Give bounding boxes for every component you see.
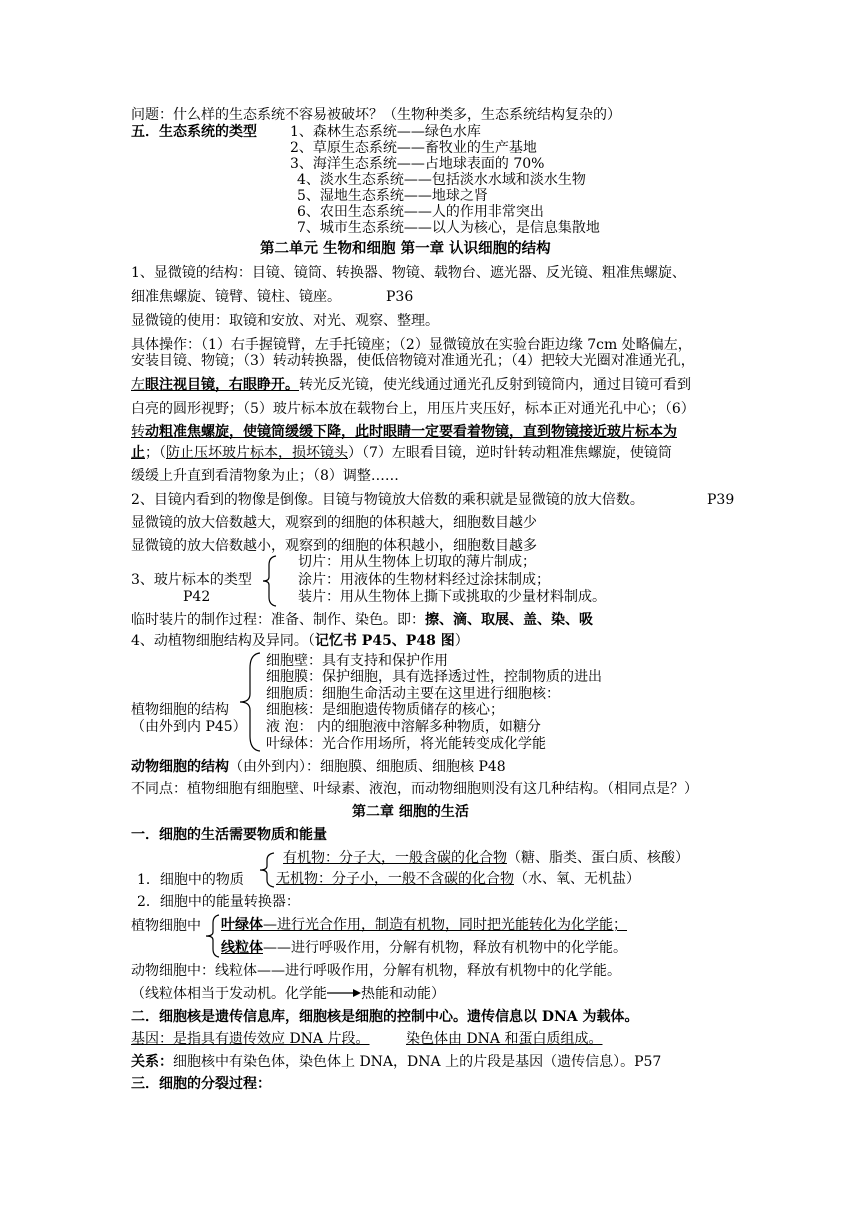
plain-text: （由外到内）：细胞膜、细胞质、细胞核 P48 — [229, 759, 506, 775]
plant-cell-item: 细胞壁：具有支持和保护作用 — [266, 653, 448, 669]
underlined-text: 左 — [131, 377, 145, 393]
bold-underlined-text: 眼注视目镜，右眼睁开。 — [145, 377, 299, 393]
bold-underlined-text: 止 — [131, 445, 145, 461]
underlined-text: 有机物：分子大，一般含碳的化合物 — [283, 850, 507, 866]
question-line: 问题：什么样的生态系统不容易被破坏？（生物种类多，生态系统结构复杂的） — [131, 107, 621, 123]
page-reference: P36 — [386, 289, 414, 305]
plain-text: 临时装片的制作过程：准备、制作、染色。即： — [131, 612, 425, 628]
ecosystem-item: 5、湿地生态系统——地球之肾 — [297, 188, 488, 204]
plain-text: （水、氧、无机盐） — [514, 871, 640, 887]
plant-cell-label: 植物细胞的结构 — [131, 702, 229, 718]
bold-text: 动物细胞的结构 — [131, 759, 229, 775]
microscope-structure-line: 1、显微镜的结构：目镜、镜筒、转换器、物镜、载物台、遮光器、反光镜、粗准焦螺旋、 — [131, 265, 686, 281]
bold-text: 记忆书 P45、P48 图 — [314, 633, 455, 649]
slide-type-item: 切片：用从生物体上切取的薄片制成； — [298, 554, 536, 570]
plant-cell-label: （由外到内 P45） — [131, 719, 247, 735]
engine-line — [131, 987, 445, 1001]
operation-line: 安装目镜、物镜；（3）转动转换器，使低倍物镜对准通光孔；（4）把较大光圈对准通光孔， — [131, 353, 695, 369]
temp-slide-line — [131, 613, 593, 627]
ecosystem-item: 4、淡水生态系统——包括淡水水域和淡水生物 — [297, 172, 586, 188]
inorganic-line — [276, 872, 640, 886]
plain-text: 转光反光镜，使光线通过通光孔反射到镜筒内，通过目镜可看到 — [299, 377, 691, 393]
animal-converter-line: 动物细胞中：线粒体——进行呼吸作用，分解有机物，释放有机物中的化学能。 — [131, 963, 621, 979]
page-reference: P42 — [183, 589, 211, 605]
ecosystem-item: 7、城市生态系统——以人为核心，是信息集散地 — [297, 220, 600, 236]
ecosystem-item: 2、草原生态系统——畜牧业的生产基地 — [290, 140, 537, 156]
energy-line: 2．细胞中的能量转换器： — [137, 894, 300, 910]
slide-types-label: 3、玻片标本的类型 — [131, 572, 252, 588]
underlined-text: 防止压坏玻片标本，损坏镜头 — [166, 445, 348, 461]
bold-text: 擦、滴、取展、盖、染、吸 — [425, 612, 593, 628]
plant-cell-item: 细胞核：是细胞遗传物质储存的核心； — [266, 702, 504, 718]
plant-cell-brace — [238, 652, 262, 752]
underlined-text: 转 — [131, 424, 145, 440]
plain-text: ）（7）左眼看目镜，逆时针转动粗准焦螺旋，使镜筒 — [348, 445, 672, 461]
chromosome-line — [406, 1032, 603, 1046]
bold-underlined-text: 叶绿体 — [221, 917, 263, 933]
microscope-use-line: 显微镜的使用：取镜和安放、对光、观察、整理。 — [131, 313, 439, 329]
difference-line: 不同点：植物细胞有细胞壁、叶绿素、液泡，而动物细胞则没有这几种结构。（相同点是？） — [131, 781, 698, 797]
cell-structure-title — [131, 634, 469, 648]
section-1-heading: 一．细胞的生活需要物质和能量 — [131, 827, 327, 843]
substance-label: 1．细胞中的物质 — [137, 872, 244, 888]
plant-cell-item: 细胞质：细胞生命活动主要在这里进行细胞核： — [266, 686, 560, 702]
image-line: 2、目镜内看到的物像是倒像。目镜与物镜放大倍数的乘积就是显微镜的放大倍数。 — [131, 492, 644, 508]
plain-text: ） — [454, 633, 469, 649]
plain-text: （线粒体相当于发动机。化学能 — [131, 986, 327, 1002]
plain-text: ——进行呼吸作用，分解有机物，释放有机物中的化学能。 — [263, 940, 627, 956]
magnification-line: 显微镜的放大倍数越小，观察到的细胞的体积越小，细胞数目越多 — [131, 538, 537, 554]
operation-line: 缓缓上升直到看清物象为止；（8）调整…… — [131, 468, 399, 484]
plain-text: 细胞核中有染色体，染色体上 DNA，DNA 上的片段是基因（遗传信息）。P57 — [173, 1054, 662, 1070]
organic-line — [283, 851, 689, 865]
operation-line: 白亮的圆形视野；（5）玻片标本放在载物台上，用压片夹压好，标本正对通光孔中心；（6） — [131, 401, 695, 417]
substance-brace — [258, 852, 276, 888]
bold-underlined-text: 动粗准焦螺旋，使镜筒缓缓下降，此时眼睛一定要看着物镜，直到物镜接近玻片标本为 — [145, 424, 677, 440]
unit-2-heading: 第二单元 生物和细胞 第一章 认识细胞的结构 — [260, 240, 551, 257]
plain-text: ；（ — [145, 445, 166, 461]
underlined-text: —进行光合作用，制造有机物，同时把光能转化为化学能； — [263, 917, 627, 933]
slide-type-item: 装片：用从生物体上撕下或挑取的少量材料制成。 — [298, 589, 606, 605]
section-5-title: 五．生态系统的类型 — [131, 124, 257, 140]
operation-line — [131, 378, 691, 392]
relation-line — [131, 1055, 661, 1069]
plant-converter-label: 植物细胞中 — [131, 918, 201, 934]
ecosystem-item: 3、海洋生态系统——占地球表面的 70% — [290, 156, 545, 172]
ecosystem-item: 6、农田生态系统——人的作用非常突出 — [297, 204, 544, 220]
converter-brace — [205, 914, 221, 958]
mitochondria-line — [221, 941, 627, 955]
page-reference: P39 — [707, 492, 735, 508]
operation-line — [131, 425, 677, 439]
gene-line — [131, 1032, 370, 1046]
plain-text: 4、动植物细胞结构及异同。（ — [131, 633, 315, 649]
bold-underlined-text: 线粒体 — [221, 940, 263, 956]
underlined-text: 无机物：分子小，一般不含碳的化合物 — [276, 871, 514, 887]
slide-type-item: 涂片：用液体的生物材料经过涂抹制成； — [298, 572, 550, 588]
magnification-line: 显微镜的放大倍数越大，观察到的细胞的体积越大，细胞数目越少 — [131, 515, 537, 531]
chloroplast-line — [221, 918, 627, 932]
slide-brace — [262, 555, 278, 607]
right-arrow-icon — [327, 987, 361, 997]
chapter-2-heading: 第二章 细胞的生活 — [352, 804, 469, 820]
plain-text: 热能和动能） — [361, 986, 445, 1002]
ecosystem-item: 1、森林生态系统——绿色水库 — [290, 124, 481, 140]
plain-text: （糖、脂类、蛋白质、核酸） — [507, 850, 689, 866]
section-3-heading: 三．细胞的分裂过程： — [131, 1076, 271, 1092]
animal-cell-line — [131, 760, 506, 774]
underlined-text: 基因：是指具有遗传效应 DNA 片段。 — [131, 1031, 370, 1047]
microscope-structure-line: 细准焦螺旋、镜臂、镜柱、镜座。 — [131, 289, 341, 305]
plant-cell-item: 液 泡： 内的细胞液中溶解多种物质，如糖分 — [266, 719, 541, 735]
plant-cell-item: 叶绿体：光合作用场所，将光能转变成化学能 — [266, 736, 546, 752]
underlined-text: 染色体由 DNA 和蛋白质组成。 — [406, 1031, 603, 1047]
plant-cell-item: 细胞膜：保护细胞，具有选择透过性，控制物质的进出 — [266, 669, 602, 685]
operation-line — [131, 446, 672, 460]
bold-text: 关系： — [131, 1054, 173, 1070]
operation-line: 具体操作：（1）右手握镜臂，左手托镜座；（2）显微镜放在实验台距边缘 7cm 处略偏左， — [131, 337, 692, 353]
section-2-heading: 二．细胞核是遗传信息库，细胞核是细胞的控制中心。遗传信息以 DNA 为载体。 — [131, 1009, 639, 1025]
